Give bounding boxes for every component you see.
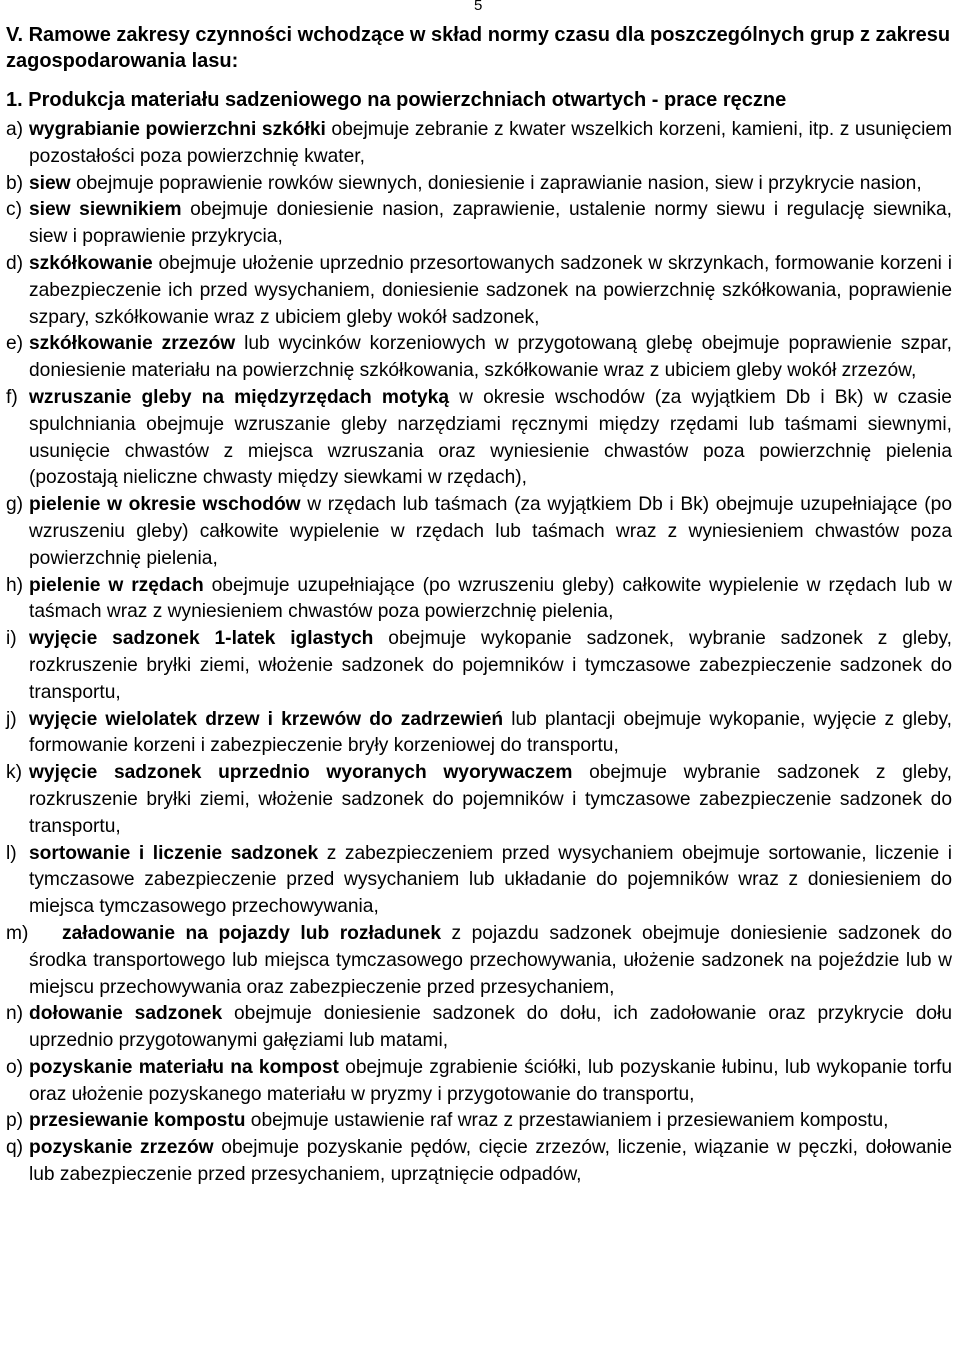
item-description: obejmuje pozyskanie pędów, cięcie zrzezów, liczenie, wiązanie w pęczki, dołowanie lub zabezpieczenie przed przesychaniem, uprzątnięcie odpadów, — [29, 1137, 952, 1186]
item-title: szkółkowanie — [29, 252, 153, 274]
item-label: l) — [6, 842, 17, 864]
item-description: w rzędach lub taśmach (za wyjątkiem Db i Bk) obejmuje uzupełniające (po wzruszeniu gleby) całkowite wypielenie w rzędach lub taśmach wraz z wyniesieniem chwastów poza powierzchnię pielenia, — [29, 494, 952, 569]
item-text — [29, 760, 952, 840]
list-item — [0, 492, 956, 572]
item-label: k) — [6, 762, 22, 784]
list-item — [0, 171, 956, 198]
item-description: obejmuje ustawienie raf wraz z przestawianiem i przesiewaniem kompostu, — [245, 1110, 889, 1132]
item-text — [29, 492, 952, 572]
item-title: pozyskanie materiału na kompost — [29, 1056, 339, 1078]
item-text — [29, 921, 952, 1001]
list-item — [0, 117, 956, 171]
item-text — [29, 1055, 952, 1109]
item-label: j) — [6, 708, 17, 730]
item-description: obejmuje poprawienie rowków siewnych, doniesienie i zaprawianie nasion, siew i przykrycie nasion, — [70, 172, 922, 194]
item-text — [29, 1001, 952, 1055]
item-title: wyjęcie sadzonek 1-latek iglastych — [29, 628, 374, 650]
item-description: z zabezpieczeniem przed wysychaniem obejmuje sortowanie, liczenie i tymczasowe zabezpieczenie przed wysychaniem lub układanie do pojemników wraz z doniesieniem do miejsca tymczasowego przechowywania, — [29, 842, 952, 918]
item-text — [29, 573, 952, 627]
item-label: b) — [6, 172, 24, 194]
item-label: o) — [6, 1056, 24, 1078]
item-description: lub plantacji obejmuje wykopanie, wyjęcie z gleby, formowanie korzeni i zabezpieczenie bryły korzeniowej do transportu, — [29, 708, 952, 757]
item-label: a) — [6, 119, 24, 140]
list-item — [0, 1108, 956, 1135]
page-number: 5 — [474, 0, 483, 14]
item-title: przesiewanie kompostu — [29, 1110, 246, 1132]
list-item — [0, 626, 956, 706]
list-item — [0, 197, 956, 251]
item-description: z pojazdu sadzonek obejmuje doniesienie sadzonek do środka transportowego lub miejsca tymczasowego przechowywania, ułożenie sadzonek na pojeździe lub w miejscu przechowywania oraz zabezpieczenie przed przesychaniem, — [29, 922, 953, 998]
item-text — [29, 707, 952, 761]
item-title: siew siewnikiem — [29, 199, 182, 221]
item-label: f) — [6, 386, 18, 408]
item-description: obejmuje doniesienie sadzonek do dołu, ich zadołowanie oraz przykrycie dołu uprzednio przygotowanymi gałęziami lub matami, — [29, 1003, 952, 1052]
item-label: p) — [6, 1110, 24, 1132]
subsection-heading: 1. Produkcja materiału sadzeniowego na powierzchniach otwartych - prace ręczne — [6, 89, 787, 111]
item-description: obejmuje doniesienie nasion, zaprawienie, ustalenie normy siewu i regulację siewnika, siew i poprawienie przykrycia, — [29, 199, 952, 248]
item-text — [29, 251, 952, 331]
item-label: m) — [6, 922, 29, 944]
item-description: obejmuje ułożenie uprzednio przesortowanych sadzonek w skrzynkach, formowanie korzeni i zabezpieczenie ich przed wysychaniem, doniesienie sadzonek na powierzchnię szkółkowania, poprawienie szpary, szkółkowanie wraz z ubiciem gleby wokół sadzonek, — [29, 252, 952, 328]
item-text — [29, 171, 952, 198]
item-title: pozyskanie zrzezów — [29, 1137, 214, 1159]
item-title: wygrabianie powierzchni szkółki — [29, 119, 326, 140]
list-item — [0, 760, 956, 840]
list-item — [0, 1055, 956, 1109]
list-item — [0, 331, 956, 385]
list-item — [0, 573, 956, 627]
item-text — [29, 197, 952, 251]
item-text — [29, 626, 952, 706]
item-title: pielenie w okresie wschodów — [29, 494, 301, 516]
item-text — [29, 841, 952, 921]
item-label: d) — [6, 252, 24, 274]
list-item — [0, 1135, 956, 1189]
item-title: szkółkowanie zrzezów — [29, 333, 236, 355]
item-description: obejmuje zgrabienie ściółki, lub pozyskanie łubinu, lub wykopanie torfu oraz ułożenie pozyskanego materiału w pryzmy i przygotowanie do transportu, — [29, 1056, 952, 1105]
item-title: załadowanie na pojazdy lub rozładunek — [62, 922, 441, 944]
item-text — [29, 385, 952, 492]
activity-list — [0, 117, 956, 1189]
list-item — [0, 841, 956, 921]
item-label: e) — [6, 333, 24, 355]
list-item — [0, 921, 956, 1001]
item-label: q) — [6, 1137, 24, 1159]
item-description: obejmuje wybranie sadzonek z gleby, rozkruszenie bryłki ziemi, włożenie sadzonek do pojemników i tymczasowe zabezpieczenie sadzonek do transportu, — [29, 762, 952, 837]
list-item — [0, 385, 956, 492]
item-description: obejmuje wykopanie sadzonek, wybranie sadzonek z gleby, rozkruszenie bryłki ziemi, włożenie sadzonek do pojemników i tymczasowe zabezpieczenie sadzonek do transportu, — [29, 628, 952, 703]
item-text — [29, 1135, 952, 1189]
item-label: c) — [6, 199, 22, 221]
item-label: i) — [6, 628, 17, 650]
item-text — [29, 117, 952, 171]
item-title: wzruszanie gleby na międzyrzędach motyką — [29, 386, 450, 408]
item-title: pielenie w rzędach — [29, 574, 204, 596]
item-text — [29, 1108, 952, 1135]
item-title: wyjęcie sadzonek uprzednio wyoranych wyorywaczem — [29, 762, 573, 784]
item-label: h) — [6, 574, 24, 596]
item-title: wyjęcie wielolatek drzew i krzewów do zadrzewień — [29, 708, 504, 730]
list-item — [0, 1001, 956, 1055]
item-title: dołowanie sadzonek — [29, 1003, 223, 1025]
item-label: g) — [6, 494, 24, 516]
list-item — [0, 251, 956, 331]
item-description: obejmuje zebranie z kwater wszelkich korzeni, kamieni, itp. z usunięciem pozostałości poza powierzchnię kwater, — [29, 119, 952, 167]
item-description: w okresie wschodów (za wyjątkiem Db i Bk) w czasie spulchniania obejmuje wzruszanie gleby narzędziami ręcznymi między rzędami lub taśmami siewnymi, usunięcie chwastów z miejsca wzruszania oraz wyniesienie chwastów poza powierzchnię pielenia (pozostają nieliczne chwasty między siewkami w rzędach), — [29, 386, 952, 489]
item-text — [29, 331, 952, 385]
list-item — [0, 707, 956, 761]
item-description: obejmuje uzupełniające (po wzruszeniu gleby) całkowite wypielenie w rzędach lub w taśmach wraz z wyniesieniem chwastów poza powierzchnię pielenia, — [29, 574, 952, 623]
item-label: n) — [6, 1003, 24, 1025]
item-title: siew — [29, 172, 71, 194]
item-description: lub wycinków korzeniowych w przygotowaną glebę obejmuje poprawienie szpar, doniesienie materiału na powierzchnię szkółkowania, szkółkowanie wraz z ubiciem gleby wokół zrzezów, — [29, 333, 953, 382]
section-heading: V. Ramowe zakresy czynności wchodzące w skład normy czasu dla poszczególnych grup z zakresu zagospodarowania lasu: — [6, 24, 951, 72]
item-title: sortowanie i liczenie sadzonek — [29, 842, 319, 864]
